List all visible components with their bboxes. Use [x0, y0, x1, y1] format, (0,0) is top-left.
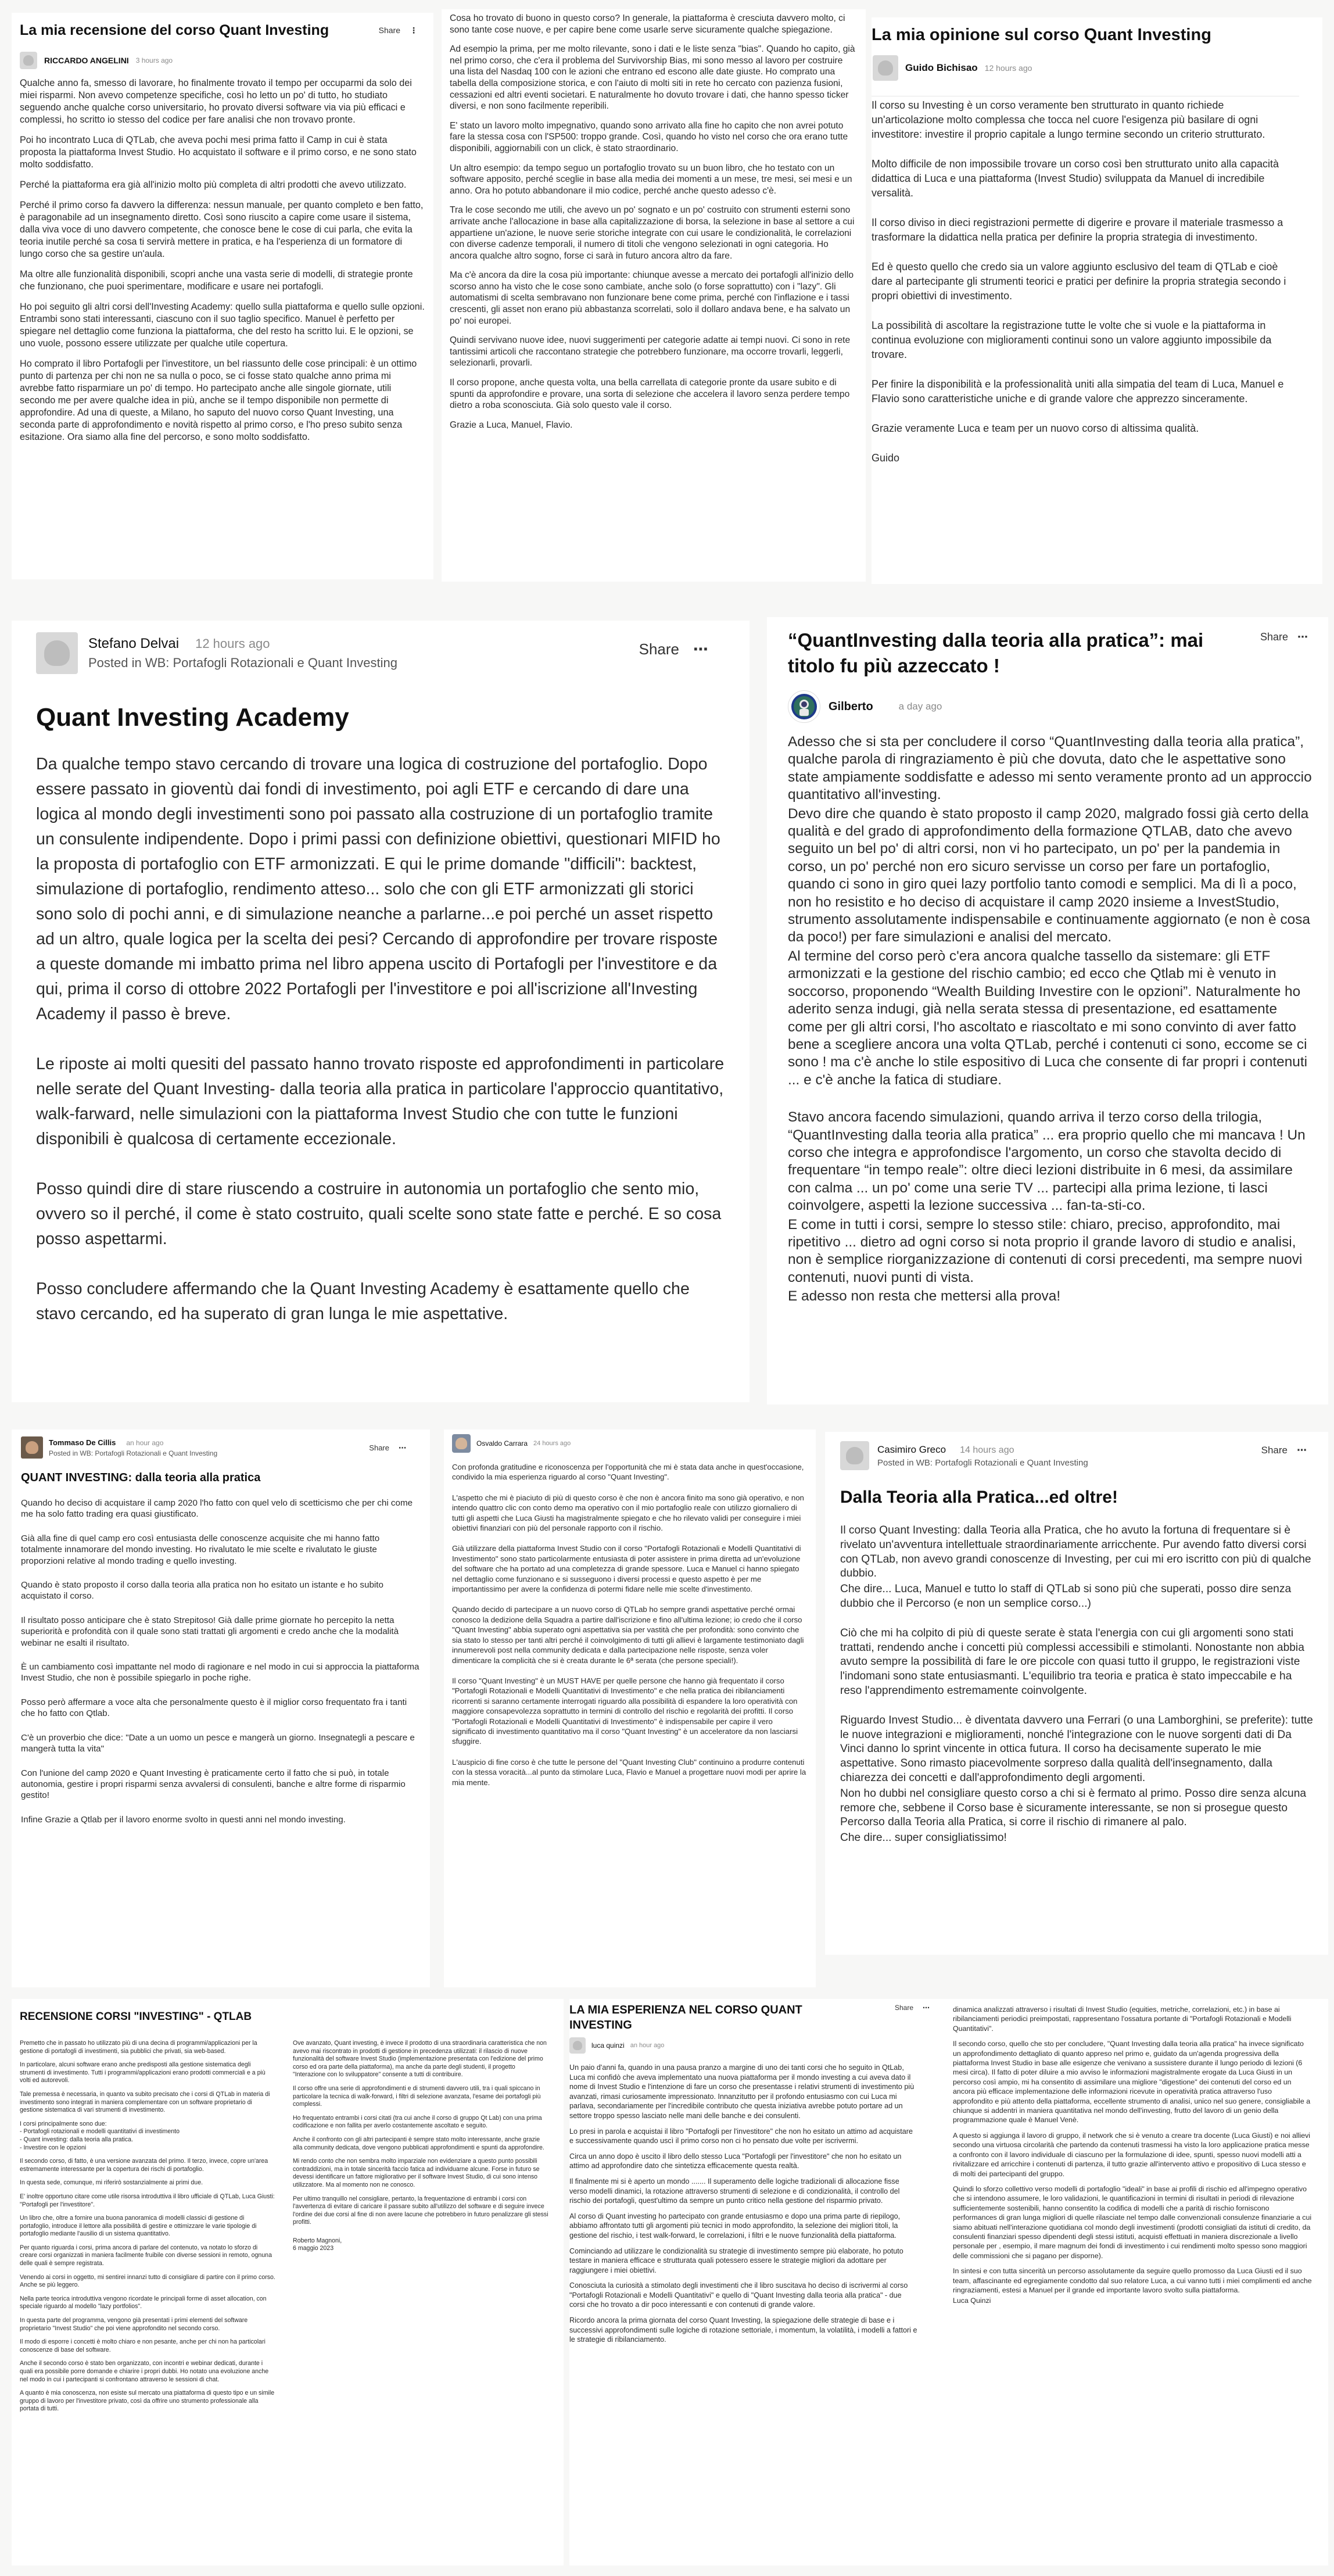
paragraph: Ciò che mi ha colpito di più di queste serate è stata l'energia con cui gli argomenti sono stati trattati, rendendo anche i concetti più complessi accessibili e stimolanti. Nonostante non abbia avuto sempre la possibilità di fare le ore piccole con quasi tutto il gruppo, le registrazioni viste l'indomani sono state entusiasmanti. L'equilibrio tra teoria e pratica è stato impeccabile e ha reso l'apprendimento estremamente coinvolgente. [840, 1626, 1304, 1697]
paragraph: Cosa ho trovato di buono in questo corso? In generale, la piattaforma è cresciuta davvero molto, ci sono tante cose nuove, e per capire bene come usarle serve sicuramente qualche spiegazione. [450, 13, 845, 35]
share-label: Share [369, 1443, 389, 1452]
more-options-icon[interactable]: ⋯ [1297, 1445, 1307, 1456]
review-card-quinzi [569, 1999, 1328, 2566]
paragraph: Un paio d'anni fa, quando in una pausa pranzo a margine di uno dei tanti corsi che ho seguito in QtLab, Luca mi confidò che aveva implementato una nuova piattaforma per il mondo investing a cui aveva dato il nome di Invest Studio e l'intenzione di fare un corso che presentasse i relativi strumenti di investimento più avanzati, rimasi curiosamente impressionato. Innanzitutto per il profondo entusiasmo con cui Luca mi parlava, secondariamente per l'incredibile contributo che questa iniziativa avrebbe potuto portare ad un settore troppo spesso lasciato nelle mani delle banche e dei consulenti. [569, 2063, 915, 2120]
paragraph: Il risultato posso anticipare che è stato Strepitoso! Già dalle prime giornate ho percepito la netta superiorità e profondità con il quale sono stati trattati gli argomenti e credo anche che la modalità webinar ne esalti il risultato. [21, 1615, 399, 1648]
paragraph: - Quant investing: dalla teoria alla pratica. [20, 2136, 133, 2143]
review-card-bichisao [872, 17, 1322, 584]
avatar [21, 1436, 43, 1459]
paragraph: - Portafogli rotazionali e modelli quantitativi di investimento [20, 2128, 180, 2136]
paragraph: Ove avanzato, Quant investing, è invece il prodotto di una straordinaria caratteristica che non avevo mai riscontrato in prodotti di gestione in precedenza utilizzati: il rilascio di nuove funzionalità del software Invest Studio (implementazione presentata con l'edizione del primo corso ed ora parte della piattaforma), ma anche da parte degli studenti, il progetto "Interazione con lo sviluppatore" consente a tutti di contribuire. [293, 2040, 547, 2079]
user-silhouette-icon [44, 640, 69, 665]
post-time: 12 hours ago [984, 63, 1032, 73]
paragraph: La possibilità di ascoltare la registrazione tutte le volte che si vuole e la piattaforma in continua evoluzione con miglioramenti continui sono un valore aggiunto impossibile da trovare. [872, 320, 1272, 360]
paragraph: Ma oltre alle funzionalità disponibili, scopri anche una vasta serie di modelli, di strategie pronte che funzionano, che puoi sperimentare, modificare e usare nei portafogli. [20, 269, 413, 292]
card-title: Quant Investing Academy [36, 703, 349, 732]
paragraph: Quindi lo sforzo collettivo verso modelli di portafoglio "ideali" in base ai profili di rischio ed all'impegno operativo che si intendono assumere, le loro validazioni, le quantificazioni in termini di risultati in periodi di rilevazione sufficientemente sostenibili, hanno consentito la codifica di modelli che a parità di rischio forniscono performances di gran lunga migliori di quelle rilasciate nel tempo dalle convenzionali consulenze finanziarie a cui siamo abituati nell'interazione quotidiana col mondo degli investimenti (prodotti consigliati da istituti di credito, da consulenti finanziari spesso dipendenti degli stessi istituti, acquisti effettuati in maniera discrezionale a livello personale per , esempio, il mare magnum dei fondi di investimento i cui rendimenti molto spesso sono maggiori delle commissioni che si pagano per disporne). [953, 2184, 1312, 2260]
post-time: 24 hours ago [533, 1440, 571, 1447]
paragraph: E come in tutti i corsi, sempre lo stesso stile: chiaro, preciso, approfondito, mai ripetitivo ... dietro ad ogni corso si nota proprio il grande lavoro di studio e analisi, non è semplice riorganizzazione di contenuti di corsi precedenti, ma sempre nuovi contenuti, nuovi punti di vista. [788, 1216, 1303, 1285]
post-time: 3 hours ago [135, 56, 173, 65]
paragraph: Non ho dubbi nel consigliare questo corso a chi si è fermato al primo. Posso dire senza alcuna remore che, sebbene il Corso base è sicuramente interessante, se non si prosegue questo Percorso dalla Teoria alla Pratica, si corre il rischio di rimanere al palo. [840, 1787, 1307, 1829]
share-button[interactable] [1260, 631, 1308, 643]
paragraph: Devo dire che quando è stato proposto il camp 2020, malgrado fossi già certo della qualità e del grado di approfondimento della formazione QTLAB, dato che avevo seguito un bel po' di altri corsi, non vi ho partecipato, un po' per la pandemia in corso, un po' perché non ero sicuro servisse un corso per fare un portafoglio, quando ci sono in giro quei lazy portfolio tanto comodi e semplici. Ma di lì a poco, non ho resistito e ho deciso di acquistare il camp 2020 insieme a InvestStudio, strumento assolutamente indispensabile e continuamente aggiornato (e non è cosa da poco!) per fare simulazioni e analisi del mercato. [788, 805, 1310, 945]
more-options-icon[interactable]: ⋯ [693, 640, 709, 658]
paragraph: Il secondo corso, di fatto, è una versione avanzata del primo. Il terzo, invece, copre un'area estremamente interessante per la copertura dei rischi di portafoglio. [20, 2158, 268, 2173]
author-name[interactable]: Guido Bichisao [905, 62, 978, 73]
paragraph: E' inoltre opportuno citare come utile risorsa introduttiva il libro ufficiale di QTLab, Luca Giusti: "Portafogli per l'investitore". [20, 2192, 275, 2208]
paragraph: E' stato un lavoro molto impegnativo, quando sono arrivato alla fine ho capito che non avrei potuto fare la stessa cosa con l'SP500: troppo grande. Così, quando ho visto nel corso che ora erano tutte disponibili, aggiornabili con un click, è stato straordinario. [450, 120, 848, 153]
review-card-decillis [12, 1429, 430, 1987]
card-title: La mia opinione sul corso Quant Investing [872, 26, 1211, 44]
author-row [36, 632, 725, 674]
paragraph: Il corso propone, anche questa volta, una bella carrellata di categorie pronte da usare subito e di spunti da approfondire e provare, una sorta di selezione che accelera il lavoro senza perdere tempo dietro a roba sconosciuta. Già solo questo vale il corso. [450, 378, 850, 411]
author-row [873, 55, 1322, 81]
signature: Luca Quinzi [953, 2296, 991, 2305]
posted-in-link[interactable]: Posted in WB: Portafogli Rotazionali e Quant Investing [877, 1457, 1088, 1468]
author-name[interactable]: Osvaldo Carrara [476, 1439, 528, 1448]
review-body [450, 13, 858, 431]
paragraph: Ho comprato il libro Portafogli per l'investitore, un bel riassunto delle cose principali: è un ottimo punto di partenza per chi non ne sa nulla o poco, se ci fosse stato qualche anno prima mi avrebbe fatto risparmiare un po' di tempo. Ho partecipato anche alle singole giornate, utili secondo me per avere qualche idea in più, anche se il tempo disponibile non permette di approfondire. Ad una di queste, a Milano, ho saputo del nuovo corso Quant Investing, una seconda parte di approfondimento e novità rispetto al primo corso, e l'ho preso subito senza esitazione. Ora siamo alla fine del percorso, e sono molto soddisfatto. [20, 359, 417, 442]
paragraph: Per finire la disponibilità e la professionalità uniti alla simpatia del team di Luca, Manuel e Flavio sono caratteristiche uniche e di grande valore che apprezzo sinceramente. [872, 378, 1284, 404]
review-column-left [20, 2040, 275, 2557]
share-label: Share [1260, 631, 1288, 643]
user-photo-icon [26, 1441, 39, 1454]
avatar [36, 632, 78, 674]
review-body [872, 98, 1322, 465]
signature: Roberto Magnoni, [293, 2237, 342, 2244]
paragraph: Nella parte teorica introduttiva vengono ricordate le principali forme di asset allocation, con speciale riguardo al modello "lazy portfolios". [20, 2295, 267, 2310]
review-body [788, 733, 1315, 1306]
user-silhouette-icon [23, 55, 34, 66]
paragraph: L'aspetto che mi è piaciuto di più di questo corso è che non è ancora finito ma sono già operativo, e non intendo quattro clic con conto demo ma operativo con il mio portafoglio reale con utilizzo giornaliero di tutti gli aspetti che Luca Giusti ha magistralmente spiegato e che ho rilevato validi per conseguire i miei obiettivi finanziari con più del personale rapporto con il rischio. [452, 1493, 804, 1533]
paragraph: Infine Grazie a Qtlab per il lavoro enorme svolto in questi anni nel mondo investing. [21, 1814, 346, 1825]
paragraph: Tra le cose secondo me utili, che avevo un po' sognato e un po' costruito con strumenti esterni sono arrivate anche l'allocazione in base alla capitalizzazione di borsa, la selezione in base al settore a cui appartiene un'azione, le nuove serie storiche integrate con cui usare le condizionalità, le correlazioni con diverse cadenze temporali, il numero di titoli che vengono selezionati in ogni categoria. Ho ancora qualche altro sogno, forse ci sarà in futuro ancora altro da fare. [450, 205, 855, 261]
paragraph: Ho frequentato entrambi i corsi citati (tra cui anche il corso di gruppo Qt Lab) con una prima codificazione e non fallita per averlo costantemente ascoltato e seguito. [293, 2114, 542, 2130]
paragraph: I corsi principalmente sono due: [20, 2120, 107, 2127]
paragraph: Con l'unione del camp 2020 e Quant Investing è praticamente certo il fatto che si può, in totale autonomia, gestire i propri risparmi senza avvalersi di consulenti, banche e altre forme di risparmio gestito! [21, 1768, 406, 1801]
avatar [20, 52, 37, 69]
paragraph: dinamica analizzati attraverso i risultati di Invest Studio (equities, metriche, correlazioni, etc.) in base ai ribilanciamenti periodici preimpostati, rappresentano l'ossatura portante di "Portafogli Rotazionali e Modelli Quantitativi". [953, 2005, 1292, 2033]
review-card-greco [825, 1432, 1328, 1955]
more-options-icon[interactable]: ⋯ [1297, 631, 1308, 643]
paragraph: Ed è questo quello che credo sia un valore aggiunto esclusivo del team di QTLab e cioè dare al partecipante gli strumenti teorici e pratici per definire la propria strategia secondo i propri obiettivi di investimento. [872, 261, 1286, 302]
author-name[interactable]: luca quinzi [591, 2041, 625, 2050]
paragraph: - Investire con le opzioni [20, 2144, 87, 2151]
author-row [21, 1436, 421, 1459]
card-title: Dalla Teoria alla Pratica...ed oltre! [840, 1488, 1118, 1507]
paragraph: Grazie a Luca, Manuel, Flavio. [450, 420, 573, 430]
paragraph: Ho poi seguito gli altri corsi dell'Investing Academy: quello sulla piattaforma e quello sulle opzioni. Entrambi sono stati interessanti, ciascuno con il suo taglio specifico. Manuel è perfetto per spiegare nel dettaglio come funziona la piattaforma, che del resto ha scritto lui. E le opzioni, se uno vuole, possono essere utilizzate per qualche utile copertura. [20, 302, 425, 349]
paragraph: Posso concludere affermando che la Quant Investing Academy è esattamente quello che stavo cercando, ed ha superato di gran lunga le mie aspettative. [36, 1280, 690, 1323]
more-options-icon[interactable]: ⋮ [410, 26, 418, 35]
paragraph: A questo si aggiunga il lavoro di gruppo, il network che si è venuto a creare tra docente (Luca Giusti) e noi allievi secondo una virtuosa circolarità che partendo da contenuti trasmessi ha visto la loro applicazione pratica messe a confronto con il lavoro individuale di ciascuno per la formulazione di idee, spunti, spesso nuovi modelli atti a rivitalizzare ed arricchire i contenuti di partenza, il tutto grazie all'intervento attivo e propositivo di Luca stesso e di molti dei partecipanti del gruppo. [953, 2131, 1311, 2178]
astronaut-avatar-icon [790, 693, 818, 721]
paragraph: In questa parte del programma, vengono già presentati i primi elementi del software proprietario "Invest Studio" che poi viene approfondito nel secondo corso. [20, 2317, 248, 2332]
review-column-left [569, 2063, 918, 2563]
review-card-delvai [12, 621, 750, 1402]
paragraph: Premetto che in passato ho utilizzato più di una decina di programmi/applicazioni per la gestione di portafogli di investimenti, sia pubblici che privati, sia web-based. [20, 2040, 257, 2055]
paragraph: Il corso Quant Investing: dalla Teoria alla Pratica, che ho avuto la fortuna di frequentare si è rivelato un'avventura intellettuale straordinariamente arricchente. Pur avendo fatto diversi corsi con QTLab, non avevo grandi conoscenze di Investing, per cui mi ero iscritto con più di qualche dubbio. [840, 1524, 1311, 1580]
paragraph: Posso però affermare a voce alta che personalmente questo è il miglior corso frequentato fra i tanti che ho fatto con Qtlab. [21, 1697, 407, 1719]
card-title: LA MIA ESPERIENZA NEL CORSO QUANT INVESTING [569, 2004, 802, 2032]
post-time: 12 hours ago [195, 636, 270, 651]
review-card-angelini [12, 13, 433, 579]
review-card-gilberto [767, 617, 1328, 1405]
paragraph: Tale premessa è necessaria, in quanto va subito precisato che i corsi di QTLab in materia di investimento sono integrati in maniera complementare con un software proprietario di gestione sistematica di vari strumenti di investimento. [20, 2090, 270, 2114]
card-title: La mia recensione del corso Quant Investing [20, 22, 329, 38]
avatar [873, 55, 898, 81]
paragraph: Conosciuta la curiosità a stimolato degli investimenti che il libro suscitava ho deciso di iscrivermi al corso "Portafogli Rotazionali e Modelli Quantitativi" e quello di "Quant Investing dalla teoria alla pratica" - due corsi che ho trovato a dir poco interessanti e con contenuti di grande valore. [569, 2281, 908, 2309]
review-body [20, 77, 425, 443]
paragraph: Il corso offre una serie di approfondimenti e di strumenti davvero utili, tra i quali spiccano in particolare la tecnica di walk-forward, i filtri di selezione avanzata, l'esame dei portafogli più complessi. [293, 2084, 541, 2108]
author-row [569, 2037, 664, 2054]
posted-in-link[interactable]: Posted in WB: Portafogli Rotazionali e Quant Investing [88, 655, 397, 670]
paragraph: Con profonda gratitudine e riconoscenza per l'opportunità che mi è stata data anche in quest'occasione, condivido la mia esperienza riguardo al corso "Quant Investing". [452, 1463, 804, 1482]
paragraph: Ma c'è ancora da dire la cosa più importante: chiunque avesse a mercato dei portafogli all'inizio dello scorso anno ha visto che le cose sono cambiate, anche solo (o forse soprattutto) con i "lazy". Gli automatismi di scelta sembravano non funzionare bene come prima, perché con l'inflazione e i tassi crescenti, gli asset non erano più abbastanza scorrelati, solo il dollaro andava bene, e ha salvato un po' noi europei. [450, 270, 854, 326]
avatar [840, 1441, 869, 1470]
share-label: Share [1261, 1445, 1288, 1456]
paragraph: L'auspicio di fine corso è che tutte le persone del "Quant Investing Club" continuino a produrre contenuti con la stessa voracità...al punto da stimolare Luca, Flavio e Manuel a progettare nuovi modi per aprire la mia mente. [452, 1757, 806, 1787]
paragraph: In particolare, alcuni software erano anche predisposti alla gestione sistematica degli strumenti di investimento. Tutti i programmi/applicazioni erano prodotti commerciali e a più volti ed autorevoli. [20, 2061, 266, 2084]
paragraph: È un cambiamento così impattante nel modo di ragionare e nel modo in cui si approccia la piattaforma Invest Studio, che non è possibile spiegarlo in poche righe. [21, 1662, 419, 1683]
review-body [21, 1497, 421, 1825]
paragraph: Per quanto riguarda i corsi, prima ancora di parlare del contenuto, va notato lo sforzo di creare corsi organizzati in maniera facilmente fruibile con diverse sessioni in remoto, ognuna delle quali è sempre registrata. [20, 2244, 272, 2267]
paragraph: Anche il secondo corso è stato ben organizzato, con incontri e webinar dedicati, durante i quali era possibile porre domande e chiarire i propri dubbi. Ho notato una evoluzione anche nel modo in cui i partecipanti si confrontano attraverso le sessioni di chat. [20, 2360, 269, 2383]
signature-date: 6 maggio 2023 [293, 2245, 334, 2252]
post-time: a day ago [898, 701, 942, 712]
author-name[interactable]: Casimiro Greco [877, 1443, 946, 1455]
user-photo-icon [456, 1438, 467, 1449]
review-body [36, 752, 725, 1327]
share-label: Share [895, 2004, 914, 2012]
paragraph: Circa un anno dopo è uscito il libro dello stesso Luca "Portafogli per l'investitore" che non ho esitato un attimo ad approfondire dato che sintetizza efficacemente questa realtà. [569, 2152, 902, 2170]
share-button[interactable] [369, 1443, 407, 1453]
user-silhouette-icon [846, 1447, 863, 1464]
paragraph: Il corso su Investing è un corso veramente ben strutturato in quanto richiede un'articolazione molto complessa che tocca nel cuore l'esigenza più basilare di ogni investitore: investire il proprio capitale a lungo termine secondo un criterio strutturato. [872, 99, 1265, 140]
paragraph: Qualche anno fa, smesso di lavorare, ho finalmente trovato il tempo per occuparmi da solo dei miei risparmi. Non avevo competenze specifiche, così ho letto un po' di tutto, ho studiato seguendo anche qualche corso universitario, ho provato diversi software via via più efficaci e complessi, ho scritto io stesso del codice per fare analisi che non trovavo pronte. [20, 78, 412, 125]
more-options-icon[interactable]: ⋯ [923, 2004, 931, 2012]
post-time: an hour ago [630, 2042, 665, 2049]
paragraph: Quando ho deciso di acquistare il camp 2020 l'ho fatto con quel velo di scetticismo che per chi come me ha solo fatto trading era quasi giustificato. [21, 1498, 413, 1520]
paragraph: Da qualche tempo stavo cercando di trovare una logica di costruzione del portafoglio. Dopo essere passato in gioventù dai fondi di investimento, poi agli ETF e cercando di dare una logica al mondo degli investimenti sono poi passato alla costruzione di un portafoglio tramite un consulente indipendente. Dopo i primi passi con definizione obiettivi, questionari MIFID ho la proposta di portafoglio con ETF armonizzati. E qui le prime domande "difficili": backtest, simulazione di portafoglio, rendimento atteso... solo che con gli ETF armonizzati gli storici sono solo di pochi anni, e di simulazione neanche a parlarne...e poi perché un asset rispetto ad un altro, quale logica per la scelta dei pesi? Cercando di approfondire per trovare risposte a queste domande mi imbatto prima nel libro appena uscito di Portafogli per l'investitore e da qui, prima il corso di ottobre 2022 Portafogli per l'investitore e poi all'iscrizione all'Investing Academy il passo è breve. [36, 755, 720, 1023]
paragraph: E adesso non resta che mettersi alla prova! [788, 1288, 1061, 1305]
paragraph: Mi rendo conto che non sembra molto imparziale non evidenziare a questo punto possibili contraddizioni, ma in totale sincerità faccio fatica ad individuarne alcune. Forse in futuro se devessi identificare un fattore migliorativo per il software Invest Studio, di cui sono intenso utilizzatore. Ma al momento non ne conosco. [293, 2158, 540, 2188]
paragraph: Ricordo ancora la prima giornata del corso Quant Investing, la spiegazione delle strategie di base e i successivi approfondimenti sulle logiche di rotazione settoriale, i momentum, la volatilità, i modelli a fattori e le strategie di ribilanciamento. [569, 2316, 917, 2344]
share-label: Share [378, 26, 400, 35]
paragraph: Posso quindi dire di stare riuscendo a costruire in autonomia un portafoglio che sento mio, ovvero so il perché, il come è stato costruito, quali scelte sono state fatte e perché. E so cosa posso aspettarmi. [36, 1180, 722, 1248]
paragraph: C'è un proverbio che dice: "Date a un uomo un pesce e mangerà un giorno. Insegnategli a pescare e mangerà tutta la vita" [21, 1732, 415, 1754]
user-silhouette-icon [573, 2041, 583, 2051]
paragraph: Il corso "Quant Investing" è un MUST HAVE per quelle persone che hanno già frequentato il corso "Portafogli Rotazionali e Modelli Quantitativi di Investimento" e che nella pratica dei ribilanciamenti ricorrenti si saranno certamente interrogati riguardo alla possibilità di espandere la loro operatività con maggiore consapevolezza soprattutto in termini di controllo del rischio e regolarità dei profitti. Il corso "Portafogli Rotazionali e Modelli Quantitativi di Investimento" è indispensabile per capire il vero significato di investimento quantitativo ma il corso "Quant Investing" è un acceleratore da non lasciarsi sfuggire. [452, 1676, 798, 1746]
paragraph: Guido [872, 452, 900, 464]
posted-in-link[interactable]: Posted in WB: Portafogli Rotazionali e Quant Investing [49, 1449, 218, 1457]
review-column-right [293, 2040, 548, 2557]
paragraph: In questa sede, comunque, mi riferirò sostanzialmente ai primi due. [20, 2179, 203, 2187]
author-row [452, 1434, 808, 1453]
author-row [788, 690, 1315, 723]
paragraph: A quanto è mia conoscenza, non esiste sul mercato una piattaforma di questo tipo e un simile gruppo di lavoro per l'investitore privato, così da offrire uno strumento professionale alla portata di tutti. [20, 2389, 275, 2413]
paragraph: Perché il primo corso fa davvero la differenza: nessun manuale, per quanto completo e ben fatto, è paragonabile ad un insegnamento diretto. Così sono riuscito a capire come usare il sistema, dalla viva voce di uno davvero competente, che conosce bene le cose di cui parla, che evita la teoria inutile perché sa cosa ti servirà mettere in pratica, e ha l'esperienza di un formatore di lungo corso che sa gestire un'aula. [20, 200, 424, 259]
review-card-continuation [442, 9, 866, 582]
user-silhouette-icon [878, 60, 893, 76]
paragraph: Anche il confronto con gli altri partecipanti è sempre stato molto interessante, anche grazie alla community dedicata, dove vengono pubblicati approfondimenti e spunti da approfondire. [293, 2136, 544, 2151]
share-button[interactable] [1261, 1445, 1307, 1456]
paragraph: Per ultimo tranquillo nel consigliare, pertanto, la frequentazione di entrambi i corsi con l'avvertenza di evitare di caricare il passare subito all'utilizzo del software e di seguire invece l'ordine dei due corsi al fine di non avere lacune che potrebbero in futuro penalizzare gli stessi profitti. [293, 2195, 548, 2226]
paragraph: Ad esempio la prima, per me molto rilevante, sono i dati e le liste senza "bias". Quando ho capito, già nel primo corso, che c'era il problema del Survivorship Bias, mi sono messo al lavoro per costruire una lista del Nasdaq 100 con le azioni che entrano ed escono alle date giuste. Ho comprato una tabella della composizione storica, e con l'aiuto di molti siti in rete ho cercato con pazienza fusioni, cessazioni ed altri eventi societari. E naturalmente ho dovuto trovare i dati, che hanno spesso ticker diversi, e non sono facilmente reperibili. [450, 44, 855, 112]
author-row [840, 1441, 1313, 1470]
paragraph: Al termine del corso però c'era ancora qualche tassello da sistemare: gli ETF armonizzati e la gestione del rischio cambio; ed ecco che Qtlab mi è venuto in soccorso, proponendo “Wealth Building Investire con le opzioni”. Naturalmente ho aderito senza indugi, già nella serata stessa di presentazione, ed esattamente come per gli altri corsi, l'ho ascoltato e riascoltato e mi sono convinto di aver fatto bene a scegliere ancora una volta QTLab, perché i contenuti ci sono, eccome se ci sono ! ma c'è anche lo stile espositivo di Luca che consente di far propri i contenuti ... e c'è anche la fatica di studiare. [788, 948, 1308, 1088]
paragraph: Che dire... Luca, Manuel e tutto lo staff di QTLab si sono più che superati, posso dire senza dubbio che il Percorso (e non un semplice corso...) [840, 1583, 1292, 1610]
paragraph: Cominciando ad utilizzare le condizionalità su strategie di investimento sempre più elaborate, ho potuto testare in maniera efficace e strutturata quali potessero essere le strategie migliori da adottare per raggiungere i miei obiettivi. [569, 2247, 903, 2274]
paragraph: Grazie veramente Luca e team per un nuovo corso di altissima qualità. [872, 422, 1199, 434]
paragraph: Il corso diviso in dieci registrazioni permette di digerire e provare il materiale trasmesso a trasformare la didattica nella pratica per definire la propria strategia di investimento. [872, 217, 1283, 243]
review-body [452, 1462, 808, 1787]
more-options-icon[interactable]: ⋯ [399, 1443, 407, 1452]
paragraph: Lo presi in parola e acquistai il libro "Portafogli per l'investitore" che non ho esitato un attimo ad acquistare e successivamente quando uscì il primo corso non ci ho pensato due volte per iscrivermi. [569, 2127, 913, 2145]
paragraph: Quindi servivano nuove idee, nuovi suggerimenti per categorie adatte ai tempi nuovi. Ci sono in rete tantissimi articoli che raccontano strategie che potrebbero funzionare, ma occorre trovarli, leggerli, selezionarli, provarli. [450, 335, 851, 368]
paragraph: Il modo di esporre i concetti è molto chiaro e non pesante, anche per chi non ha particolari conoscenze di base del software. [20, 2338, 266, 2353]
review-card-carrara [444, 1429, 816, 1987]
author-name[interactable]: Gilberto [829, 700, 873, 713]
share-button[interactable] [639, 640, 709, 658]
paragraph: Il finalmente mi si è aperto un mondo ....... Il superamento delle logiche tradizionali di allocazione fisse verso modelli dinamici, la rotazione attraverso strumenti di selezione e di condizionalità, il controllo del rischio dei portafogli, quest'ultimo da sempre un punto critico nella gestione del risparmio privato. [569, 2177, 900, 2205]
paragraph: Riguardo Invest Studio... è diventata davvero una Ferrari (o una Lamborghini, se preferite): tutte le nuove integrazioni e miglioramenti, nonché l'integrazione con le nuove sorgenti dati di Da Vinci danno lo sprint vincente in ottica futura. Il corso ha decisamente superato le mie aspettative. Sono rimasto piacevolmente sorpreso dalla qualità dell'insegnamento, dalla chiarezza dei concetti e dall'approfondimento degli argomenti. [840, 1714, 1313, 1784]
paragraph: Perché la piattaforma era già all'inizio molto più completa di altri prodotti che avevo utilizzato. [20, 180, 407, 190]
paragraph: Stavo ancora facendo simulazioni, quando arriva il terzo corso della trilogia, “QuantInvesting dalla teoria alla pratica” ... era proprio quello che mi mancava ! Un corso che integra e approfondisce l'argomento, un corso che stavolta decido di frequentare “in tempo reale”: oltre dieci lezioni distribuite in 6 mesi, da assimilare con calma ... un po' come una serie TV ... partecipi alla prima lezione, ti lasci coinvolgere, aspetti la lezione successiva ... fan-ta-sti-co. [788, 1109, 1306, 1214]
share-label: Share [639, 640, 679, 658]
card-title: RECENSIONE CORSI "INVESTING" - QTLAB [20, 2011, 252, 2023]
post-time: 14 hours ago [960, 1445, 1014, 1455]
paragraph: Adesso che si sta per concludere il corso “QuantInvesting dalla teoria alla pratica”, qualche parola di ringraziamento è più che dovuta, dato che le aspettative sono state ampiamente soddisfatte e adesso mi sento veramente pronto ad un approccio quantitativo all'investing. [788, 734, 1312, 803]
paragraph: In sintesi e con tutta sincerità un percorso assolutamente da seguire quello promosso da Luca Giusti ed il suo team, affascinante ed egregiamente condotto dal suo relatore Luca, a cui vanno tutti i miei complimenti ed anche ringraziamenti, estesi a Manuel per il grande ed importante lavoro svolto sulla piattaforma. [953, 2267, 1312, 2294]
paragraph: Già alla fine di quel camp ero così entusiasta delle conoscenze acquisite che mi hanno fatto totalmente innamorare del mondo investing. Ho rivalutato le mie scelte e rivalutato le giuste proporzioni relative al mondo trading e quello investing. [21, 1533, 380, 1566]
paragraph: Un altro esempio: da tempo seguo un portafoglio trovato su un buon libro, che ho testato con un software apposito, perché sceglie in base alla media dei momenti a un mese, tre mesi, sei mesi e un anno. Ora ho potuto abbandonare il mio codice, perché anche questo adesso c'è. [450, 163, 852, 196]
avatar [569, 2037, 586, 2054]
paragraph: Al corso di Quant investing ho partecipato con grande entusiasmo e dopo una prima parte di riepilogo, abbiamo affrontato tutti gli argomenti più tecnici in modo approfondito, la selezione dei migliori titoli, la gestione del rischio, i test walk-forward, le correlazioni, i filtri e le nuove funzionalità della piattaforma. [569, 2212, 901, 2240]
review-column-right [953, 2005, 1313, 2560]
paragraph: Poi ho incontrato Luca di QTLab, che aveva pochi mesi prima fatto il Camp in cui è stata proposta la piattaforma Invest Studio. Ho acquistato il software e il primo corso, e ne sono stato molto soddisfatto. [20, 135, 417, 170]
author-name[interactable]: Stefano Delvai [88, 636, 180, 651]
avatar [788, 690, 820, 723]
author-name[interactable]: Tommaso De Cillis [49, 1438, 116, 1447]
card-title: “QuantInvesting dalla teoria alla pratica”: mai titolo fu più azzeccato ! [788, 629, 1204, 676]
post-time: an hour ago [126, 1439, 164, 1447]
author-row [20, 52, 425, 69]
author-name[interactable]: RICCARDO ANGELINI [44, 56, 129, 65]
paragraph: Quando è stato proposto il corso dalla teoria alla pratica non ho esitato un istante e ho subito acquistato il corso. [21, 1580, 383, 1602]
paragraph: Venendo ai corsi in oggetto, mi sentirei innanzi tutto di consigliare di partire con il primo corso. Anche se più leggero. [20, 2273, 275, 2289]
paragraph: Un libro che, oltre a fornire una buona panoramica di modelli classici di gestione di portafoglio, introduce il lettore alla possibilità di gestire e ottimizzare le varie tipologie di portafoglio mediante l'ausilio di un sistema quantitativo. [20, 2215, 257, 2238]
paragraph: Le riposte ai molti quesiti del passato hanno trovato risposte ed approfondimenti in particolare nelle serate del Quant Investing- dalla teoria alla pratica in particolare l'approccio quantitativo, walk-farward, nelle simulazioni con la piattaforma Invest Studio che con tutte le funzioni disponibili è qualcosa di certamente eccezionale. [36, 1055, 725, 1148]
paragraph: Molto difficile de non impossibile trovare un corso così ben strutturato unito alla capacità didattica di Luca e una piattaforma (Invest Studio) sviluppata da Manuel di incredibile versalità. [872, 158, 1279, 199]
paragraph: Già utilizzare della piattaforma Invest Studio con il corso "Portafogli Rotazionali e Modelli Quantitativi di Investimento" sono stato particolarmente entusiasta di poter assistere in prima diretta ad un'evoluzione del software che ha portato ad una completezza di grande spessore. Luca e Manuel ci hanno spiegato nel dettaglio come funzionano e si susseguono i diversi processi e questo aspetto è per me importantissimo per avere la confidenza di potermi fidare nelle mie scelte d'investimento. [452, 1544, 801, 1594]
paragraph: Il secondo corso, quello che sto per concludere, "Quant Investing dalla teoria alla pratica" ha invece significato un approfondimento dettagliato di quanto appreso nel primo e, guidato da un'agenda progressiva della piattaforma Invest Studio in base alle esigenze che venivano a sussistere durante il lungo periodo di lezioni (6 mesi circa). Il fatto di poter diluire a mio avviso le informazioni magistralmente erogate da Luca Giusti in un percorso così ampio, mi ha consentito di assimilare una migliore "digestione" dei contenuti del corso ed un ancora più efficace implementazione delle informazioni ricevute in operatività pratica attraverso l'uso approfondito e più attento della piattaforma, eccellente strumento di analisi, unico nel suo genere, consigliabile a chiunque si addentri in maniera quantitativa nel mondo dell'investing, frutto del lavoro di un genio della programmazione quale è Manuel Venè. [953, 2040, 1311, 2124]
paragraph: Quando decido di partecipare a un nuovo corso di QTLab ho sempre grandi aspettative perché ormai conosco la dedizione della Squadra a partire dall'iscrizione e fino all'ultima lezione; io credo che il corso "Quant Investing" abbia superato ogni aspettativa sia per vastità che per profondità: sono convinto che sia stato lo stesso per tanti altri perché il coinvolgimento di tutti gli allievi è largamente testimoniato dagli innumerevoli post nella community dedicata e dalla partecipazione nelle risposte, senza voler dimenticare la complicità che si è creata durante le 6ª serata (che persone speciali!). [452, 1605, 804, 1665]
card-title: QUANT INVESTING: dalla teoria alla pratica [21, 1471, 261, 1484]
review-card-magnoni [12, 1999, 564, 2566]
avatar [452, 1434, 471, 1453]
share-button[interactable] [895, 2004, 930, 2012]
review-body [840, 1524, 1313, 1846]
paragraph: Che dire... super consigliatissimo! [840, 1832, 1007, 1844]
share-button[interactable] [379, 26, 418, 35]
